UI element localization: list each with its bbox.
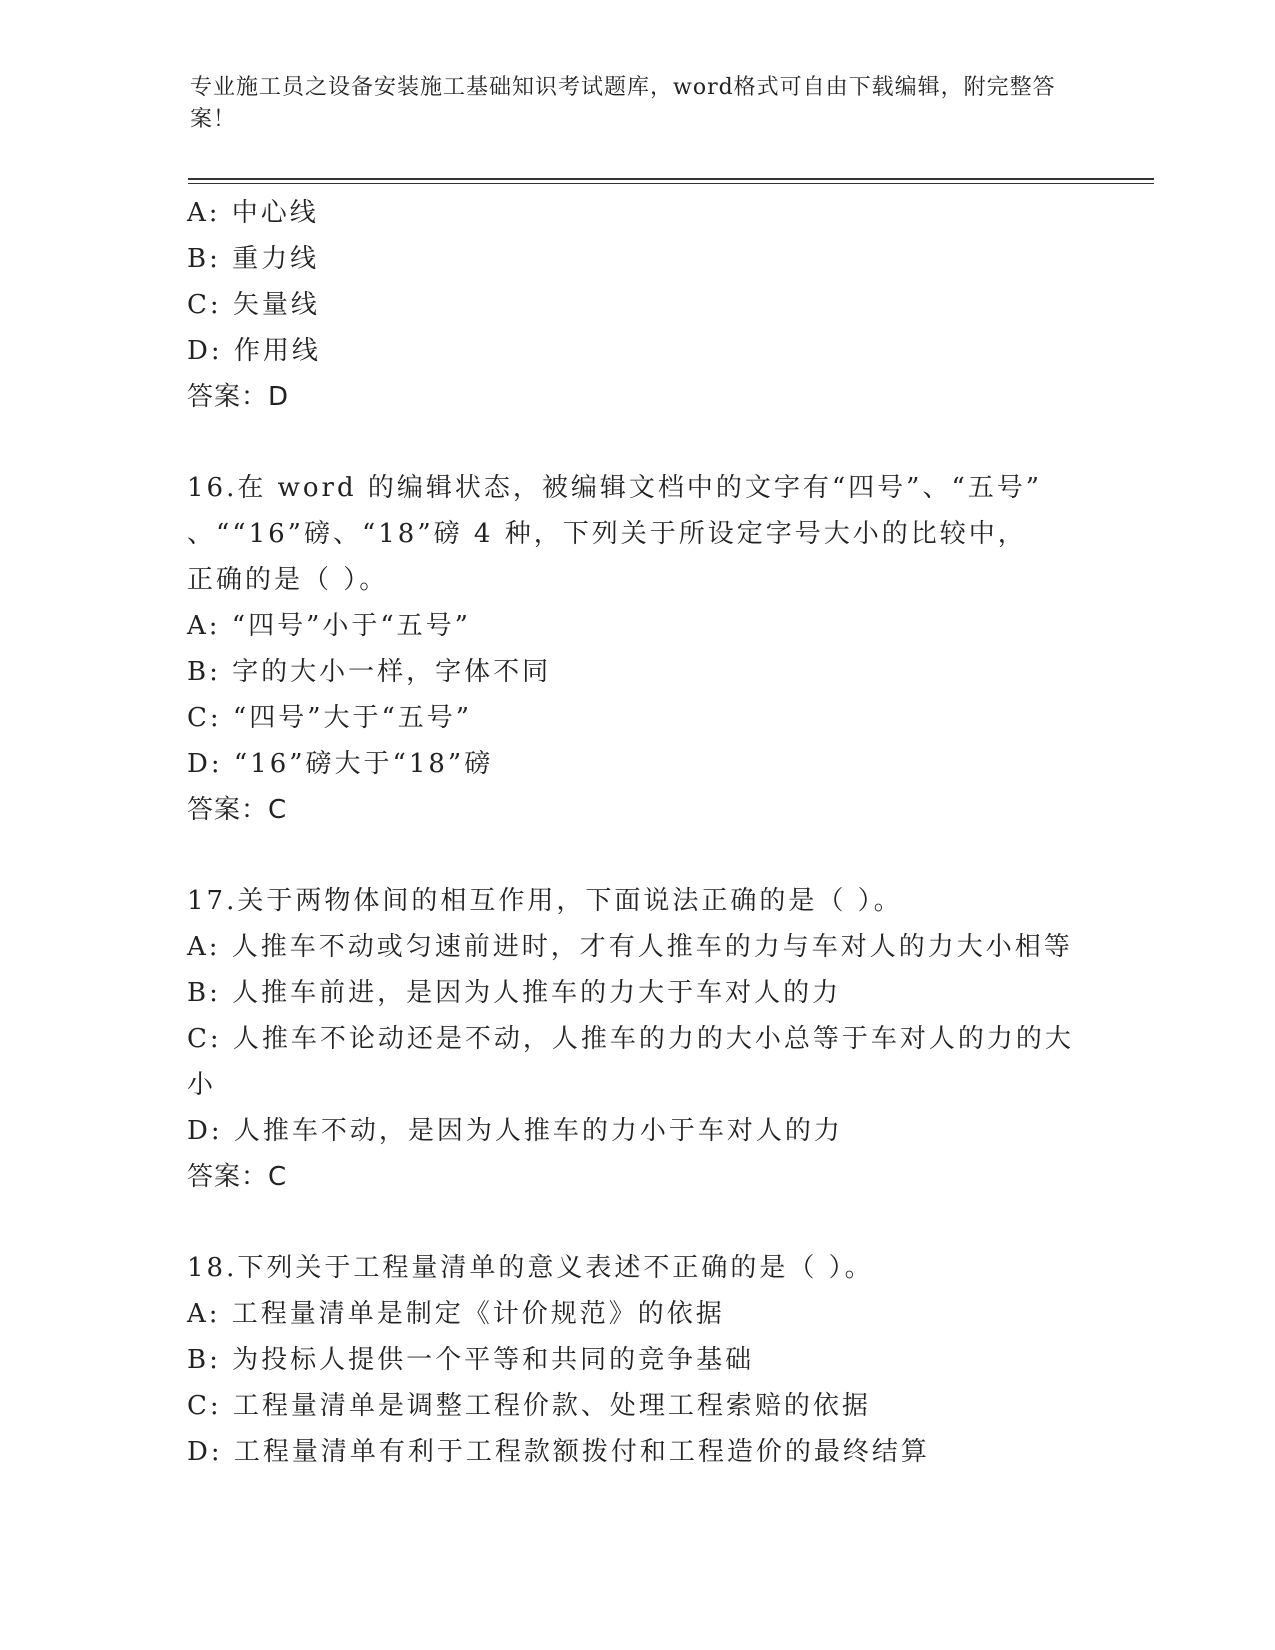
option-b: B: 字的大小一样，字体不同 [187,657,552,687]
option-a: A: 人推车不动或匀速前进时，才有人推车的力与车对人的力大小相等 [187,932,1073,962]
question-text-line: 、““16”磅、“18”磅 4 种，下列关于所设定字号大小的比较中， [187,519,1027,549]
option-b: B: 人推车前进，是因为人推车的力大于车对人的力 [187,978,842,1008]
answer-line: 答案：C [187,795,288,825]
option-c: C: 矢量线 [187,290,320,320]
option-a: A: 工程量清单是制定《计价规范》的依据 [187,1299,725,1329]
option-a: A: “四号”小于“五号” [187,611,471,641]
question-text-line: 16.在 word 的编辑状态，被编辑文档中的文字有“四号”、“五号” [187,473,1043,503]
answer-line: 答案：C [187,1162,288,1192]
option-b: B: 重力线 [187,244,320,274]
option-a: A: 中心线 [187,198,319,228]
document-header [190,72,1070,136]
option-d: D: 工程量清单有利于工程款额拨付和工程造价的最终结算 [187,1437,930,1467]
question-block-15 [187,190,1087,420]
option-c: C: 人推车不论动还是不动，人推车的力的大小总等于车对人的力的大 [187,1024,1074,1054]
option-c-continued: 小 [187,1070,217,1100]
option-d: D: “16”磅大于“18”磅 [187,749,494,779]
option-c: C: “四号”大于“五号” [187,703,473,733]
question-text-line: 17.关于两物体间的相互作用，下面说法正确的是（ ）。 [187,886,903,916]
header-divider [188,178,1154,180]
question-block-16 [187,465,1087,833]
answer-line: 答案：D [187,382,290,412]
option-d: D: 人推车不动，是因为人推车的力小于车对人的力 [187,1116,843,1146]
option-b: B: 为投标人提供一个平等和共同的竞争基础 [187,1345,755,1375]
header-title: 专业施工员之设备安装施工基础知识考试题库，word格式可自由下载编辑，附完整答案！ [190,75,1056,132]
question-block-18 [187,1245,1087,1475]
question-text-line: 正确的是（ ）。 [187,565,389,595]
question-text-line: 18.下列关于工程量清单的意义表述不正确的是（ ）。 [187,1253,874,1283]
question-list [187,190,1087,1475]
option-c: C: 工程量清单是调整工程价款、处理工程索赔的依据 [187,1391,871,1421]
question-block-17 [187,878,1087,1200]
option-d: D: 作用线 [187,336,321,366]
header-divider-thin [188,183,1154,184]
